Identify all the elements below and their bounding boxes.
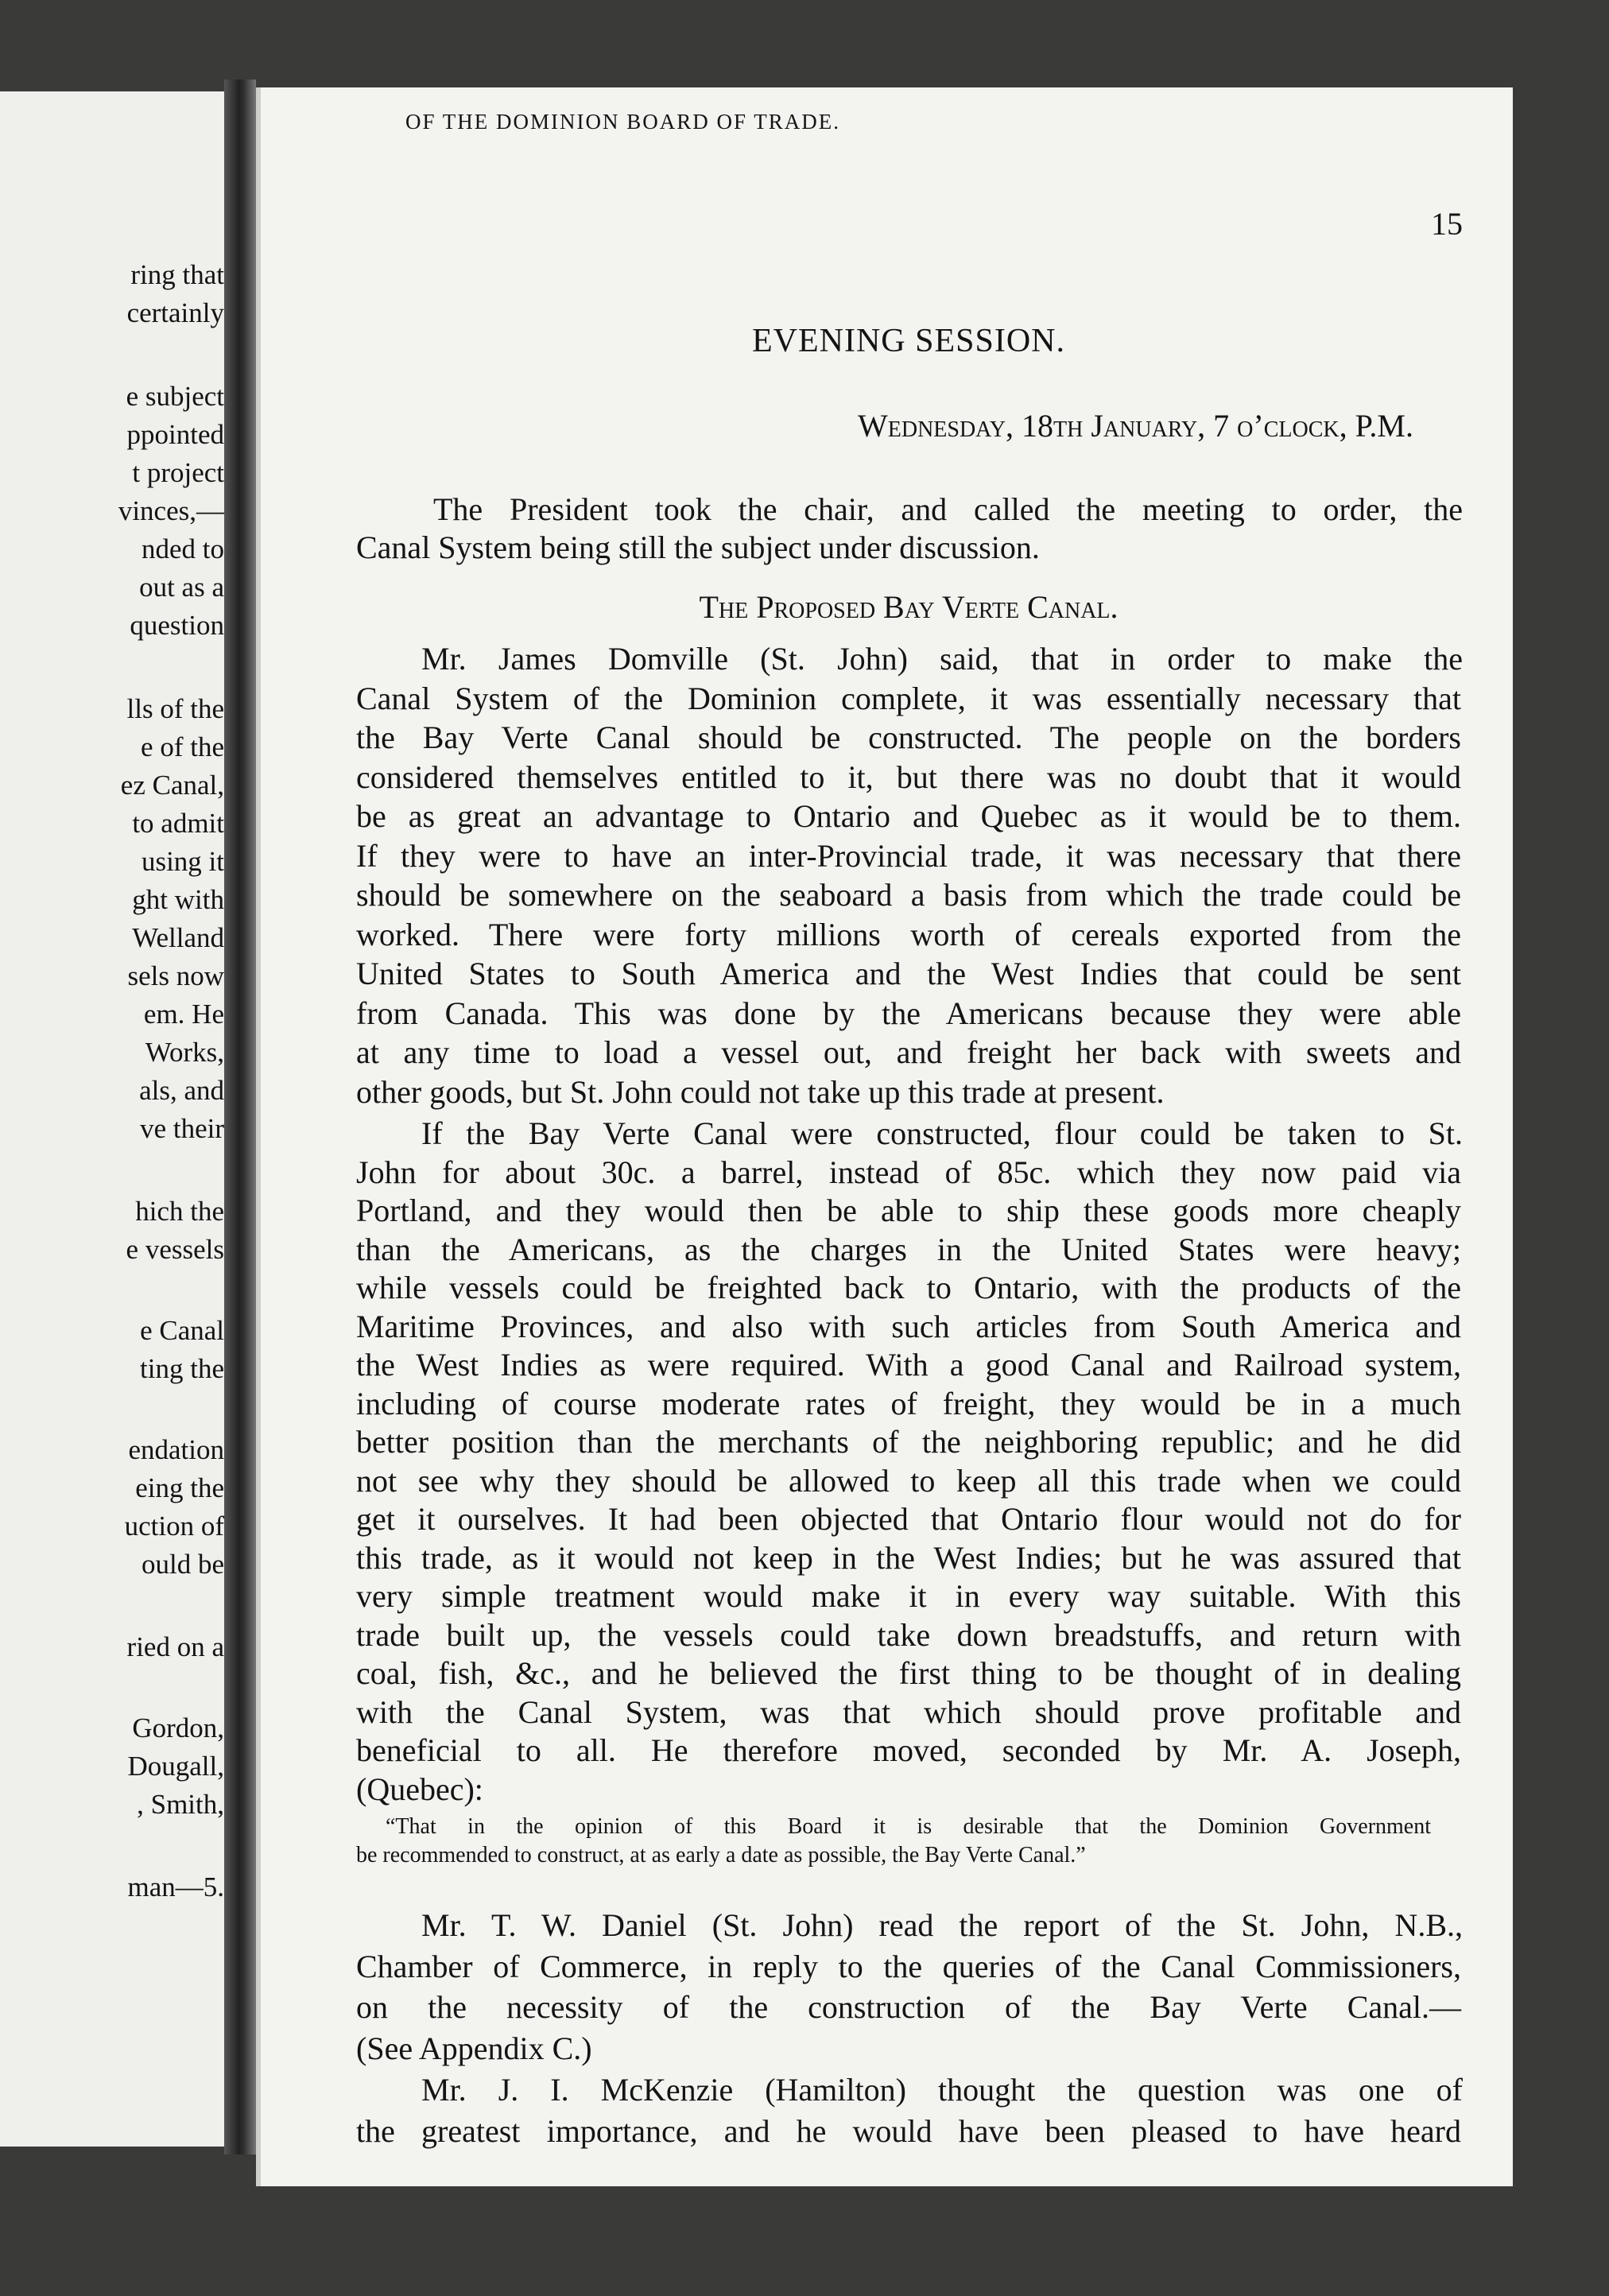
- text-line: not see why they should be allowed to keep all this trade when we could: [356, 1462, 1461, 1499]
- left-page-line: Dougall,: [127, 1751, 224, 1782]
- text-line: Chamber of Commerce, in reply to the queries of the Canal Commissioners,: [356, 1948, 1461, 1984]
- left-page-line: ve their: [140, 1113, 224, 1144]
- text-line: (Quebec):: [356, 1770, 483, 1807]
- left-page-line: certainly: [126, 297, 224, 328]
- quote-line: be recommended to construct, at as early a date as possible, the Bay Verte Canal.”: [356, 1843, 1086, 1867]
- left-page-line: sels now: [127, 960, 224, 991]
- dateline: Wednesday, 18th January, 7 o’clock, P.M.: [857, 408, 1413, 444]
- text-line: Portland, and they would then be able to ship these goods more cheaply: [356, 1193, 1461, 1228]
- text-line: Mr. J. I. McKenzie (Hamilton) thought the question was one of: [421, 2072, 1463, 2108]
- text-line: than the Americans, as the charges in the United States were heavy;: [356, 1231, 1461, 1267]
- text-line: Canal System being still the subject under discussion.: [356, 529, 1040, 565]
- left-page-line: using it: [141, 846, 224, 877]
- left-page-line: man—5.: [127, 1871, 224, 1902]
- book-gutter: [224, 80, 256, 2154]
- text-line: better position than the merchants of the neighboring republic; and he did: [356, 1424, 1461, 1460]
- left-page-line: Works,: [145, 1037, 224, 1068]
- left-page-line: als, and: [139, 1075, 224, 1106]
- page-number: 15: [1431, 206, 1463, 242]
- text-line: very simple treatment would make it in every way suitable. With this: [356, 1578, 1461, 1614]
- text-line: this trade, as it would not keep in the West Indies; but he was assured that: [356, 1539, 1461, 1576]
- text-line: United States to South America and the West Indies that could be sent: [356, 956, 1461, 991]
- left-page-line: ppointed: [126, 419, 224, 450]
- text-line: Mr. T. W. Daniel (St. John) read the report of the St. John, N.B.,: [421, 1907, 1463, 1943]
- left-page-line: e vessels: [126, 1234, 224, 1265]
- text-line: on the necessity of the construction of the Bay Verte Canal.—: [356, 1989, 1461, 2025]
- left-page-line: ght with: [132, 884, 224, 915]
- left-page-line: vinces,—: [118, 495, 224, 526]
- left-page-line: hich the: [135, 1196, 224, 1227]
- quote-line: “That in the opinion of this Board it is desirable that the Dominion Government: [386, 1814, 1431, 1839]
- text-line: The President took the chair, and called the meeting to order, the: [433, 491, 1463, 527]
- left-page-line: , Smith,: [137, 1789, 224, 1820]
- left-page-line: Welland: [132, 922, 224, 953]
- running-head: OF THE DOMINION BOARD OF TRADE.: [405, 110, 841, 134]
- left-page-line: lls of the: [126, 693, 224, 724]
- text-line: coal, fish, &c., and he believed the first thing to be thought of in dealing: [356, 1655, 1461, 1691]
- left-page-line: to admit: [132, 808, 224, 839]
- text-line: the West Indies as were required. With a good Canal and Railroad system,: [356, 1347, 1461, 1383]
- text-line: the Bay Verte Canal should be constructed. The people on the borders: [356, 719, 1461, 755]
- text-line: should be somewhere on the seaboard a basis from which the trade could be: [356, 877, 1461, 913]
- left-page-line: e of the: [141, 731, 224, 762]
- text-line: If they were to have an inter-Provincial trade, it was necessary that there: [356, 837, 1461, 874]
- text-line: including of course moderate rates of freight, they would be in a much: [356, 1385, 1461, 1421]
- left-page-line: Gordon,: [132, 1712, 224, 1743]
- left-page: [0, 91, 224, 2147]
- left-page-line: nded to: [141, 533, 224, 564]
- left-page-line: ting the: [140, 1353, 224, 1384]
- section-title: EVENING SESSION.: [752, 323, 1065, 359]
- left-page-line: ried on a: [126, 1631, 224, 1662]
- text-line: (See Appendix C.): [356, 2030, 592, 2066]
- left-page-line: eing the: [135, 1472, 224, 1503]
- subheading: The Proposed Bay Verte Canal.: [699, 589, 1119, 625]
- text-line: If the Bay Verte Canal were constructed, flour could be taken to St.: [421, 1115, 1463, 1151]
- text-line: John for about 30c. a barrel, instead of 85c. which they now paid via: [356, 1154, 1461, 1190]
- text-line: Mr. James Domville (St. John) said, that in order to make the: [421, 641, 1463, 677]
- text-line: with the Canal System, was that which should prove profitable and: [356, 1693, 1461, 1730]
- left-page-line: endation: [128, 1434, 224, 1465]
- left-page-line: em. He: [143, 999, 224, 1030]
- left-page-line: out as a: [139, 572, 224, 603]
- text-line: from Canada. This was done by the Americans because they were able: [356, 995, 1461, 1031]
- text-line: worked. There were forty millions worth of cereals exported from the: [356, 916, 1461, 952]
- text-line: considered themselves entitled to it, but there was no doubt that it would: [356, 758, 1461, 795]
- text-line: Canal System of the Dominion complete, it was essentially necessary that: [356, 680, 1461, 716]
- left-page-line: e subject: [126, 381, 224, 412]
- text-line: be as great an advantage to Ontario and Quebec as it would be to them.: [356, 798, 1461, 834]
- text-line: the greatest importance, and he would have been pleased to have heard: [356, 2112, 1461, 2149]
- text-line: beneficial to all. He therefore moved, seconded by Mr. A. Joseph,: [356, 1732, 1461, 1768]
- left-page-line: question: [130, 610, 224, 641]
- text-line: get it ourselves. It had been objected that Ontario flour would not do for: [356, 1501, 1461, 1537]
- text-line: while vessels could be freighted back to Ontario, with the products of the: [356, 1270, 1461, 1305]
- text-line: at any time to load a vessel out, and freight her back with sweets and: [356, 1034, 1461, 1070]
- text-line: trade built up, the vessels could take down breadstuffs, and return with: [356, 1616, 1461, 1653]
- text-line: Maritime Provinces, and also with such articles from South America and: [356, 1308, 1461, 1344]
- left-page-line: uction of: [124, 1511, 224, 1542]
- left-page-line: e Canal: [140, 1315, 224, 1346]
- left-page-line: ould be: [141, 1549, 224, 1580]
- left-page-line: ez Canal,: [120, 770, 224, 801]
- left-page-line: t project: [132, 457, 224, 488]
- text-line: other goods, but St. John could not take up this trade at present.: [356, 1073, 1165, 1110]
- left-page-line: ring that: [130, 259, 224, 290]
